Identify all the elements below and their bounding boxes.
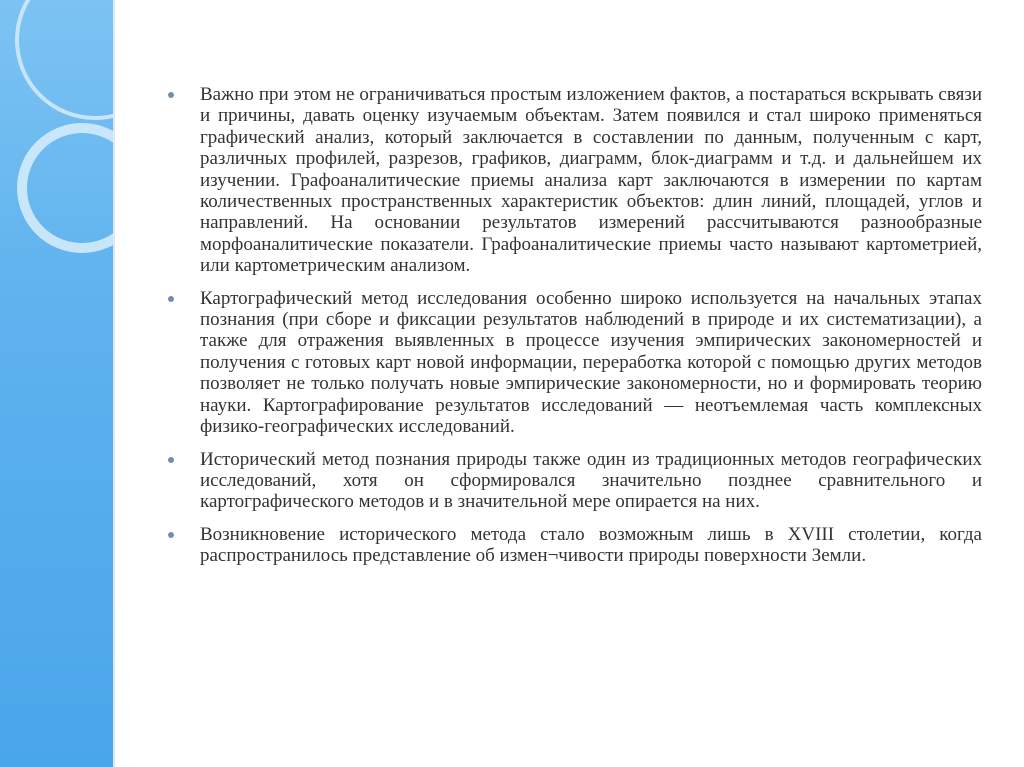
list-item: [164, 524, 982, 567]
bullet-text: Возникновение исторического метода стало возможным лишь в XVIII столетии, когда распространилось представление об измен¬чивости природы поверхности Земли.: [200, 523, 982, 567]
band-divider: [113, 0, 115, 767]
list-item: [164, 288, 982, 438]
bullet-dot-icon: [168, 532, 174, 538]
bullet-text: Исторический метод познания природы также один из традиционных методов географических исследований, хотя он сформировался значительно позднее сравнительного и картографического методов и в значительной мере опирается на них.: [200, 448, 982, 513]
list-item: [164, 449, 982, 513]
bullet-text: Картографический метод исследования особенно широко используется на начальных этапах познания (при сборе и фиксации результатов наблюдений в природе и их систематизации), а также для отражения выявленных в процессе изучения эмпирических закономерностей и получения с готовых карт новой информации, переработка которой с помощью других методов позволяет не только получать новые эмпирические закономерности, но и формировать теорию науки. Картографирование результатов исследований — неотъемлемая часть комплексных физико-географических исследований.: [200, 287, 982, 438]
bullet-dot-icon: [168, 92, 174, 98]
decorative-circles-icon: [0, 0, 113, 767]
list-item: [164, 84, 982, 277]
decorative-side-band: [0, 0, 113, 767]
bullet-dot-icon: [168, 296, 174, 302]
bullet-dot-icon: [168, 457, 174, 463]
bullet-text: Важно при этом не ограничиваться простым изложением фактов, а постараться вскрывать связи и причины, давать оценку изучаемым объектам. Затем появился и стал широко применяться графический анализ, который заключается в составлении по данным, полученным с карт, различных профилей, разрезов, графиков, диаграмм, блок-диаграмм и т.д. и дальнейшем их изучении. Графоаналитические приемы анализа карт заключаются в измерении по картам количественных пространственных характеристик объектов: длин линий, площадей, углов и направлений. На основании результатов измерений рассчитываются разнообразные морфоаналитические показатели. Графоаналитические приемы часто называют картометрией, или картометрическим анализом.: [200, 84, 982, 277]
bullet-list: [164, 84, 982, 567]
slide-content: [164, 84, 982, 578]
